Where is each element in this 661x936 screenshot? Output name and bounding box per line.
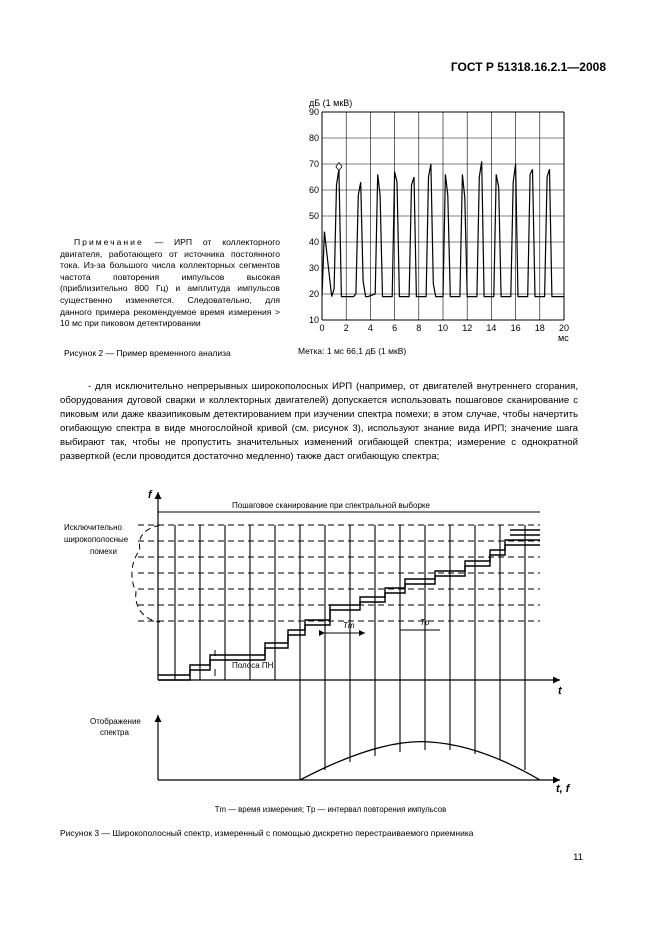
x-tick-label: 6 [392,323,398,333]
t-axis-label: t [558,685,562,697]
page-number: 11 [573,852,583,863]
figure3-caption: Рисунок 3 — Широкополосный спектр, измеренный с помощью дискретно перестраиваемого приемника [60,828,474,838]
y-axis-label: дБ (1 мкВ) [309,98,353,108]
x-tick-label: 18 [534,323,545,333]
x-axis-unit: мс [558,333,569,343]
x-tick-label: 16 [510,323,521,333]
figure3-legend: Tm — время измерения; Tp — интервал повторения импульсов [214,805,447,814]
y-tick-label: 20 [308,289,319,299]
display-label-2: спектра [100,728,129,737]
y-tick-label: 70 [308,159,319,169]
x-tick-label: 2 [343,323,349,333]
y-tick-label: 90 [308,107,319,117]
x-tick-label: 0 [319,323,325,333]
y-tick-label: 60 [308,185,319,195]
f-axis-label: f [148,489,152,501]
tf-axis-label: t, f [556,783,570,795]
note-text: — ИРП от коллекторного двигателя, работающего от источника постоянного тока. Из-за большого числа коллекторных сегментов частота повторения импульсов высокая (приблизительно 800 Гц) и амплитуда импульсов существенно изменяется. Следовательно, для данного примера рекомендуемое время измерения > 10 мс при пиковом детектировании [60,237,280,329]
broadband-label-1: Исключительно [64,523,122,532]
figure2-chart [290,90,590,345]
tm-label: Tm [343,621,355,630]
y-tick-label: 80 [308,133,319,143]
figure3-title: Пошаговое сканирование при спектральной выборке [232,501,430,510]
broadband-label-3: помехи [90,547,118,556]
y-tick-label: 40 [308,237,319,247]
tp-label: Tp [420,618,430,627]
x-tick-label: 8 [416,323,422,333]
x-tick-label: 14 [486,323,497,333]
figure2-caption: Рисунок 2 — Пример временного анализа [64,348,231,358]
y-tick-label: 10 [308,315,319,325]
x-tick-label: 10 [437,323,449,333]
paragraph-text: - для исключительно непрерывных широкополосных ИРП (например, от двигателей внутреннего сгорания, оборудования дуговой сварки и коллекторных двигателей) допускается использовать пошаговое сканирование с пиковым или даже квазипиковым детектированием при изучении спектра помехи; в этом случае, чтобы начертить огибающую спектра в виде многослойной кривой (см. рисунок 3), используют знание вида ИРП; значение шага выбирают так, чтобы не пропустить значительных изменений огибающей спектра; измерение с однократной разверткой (если проводится достаточно медленно) также даст огибающую спектра; [60,381,578,462]
page-header: ГОСТ Р 51318.16.2.1—2008 [450,60,606,74]
x-tick-label: 20 [558,323,570,333]
figure2-marker: Метка: 1 мс 66,1 дБ (1 мкВ) [298,346,407,356]
body-paragraph [60,380,578,463]
x-tick-label: 4 [367,323,373,333]
note-label: Примечание [74,237,144,247]
figure2-note [60,237,280,330]
broadband-label-2: широкополосные [64,535,129,544]
y-tick-label: 30 [308,263,319,273]
display-label-1: Отображение [90,717,141,726]
x-tick-label: 12 [462,323,473,333]
figure3-diagram [60,480,580,800]
band-label: Полоса ПН [232,661,274,670]
y-tick-label: 50 [308,211,319,221]
